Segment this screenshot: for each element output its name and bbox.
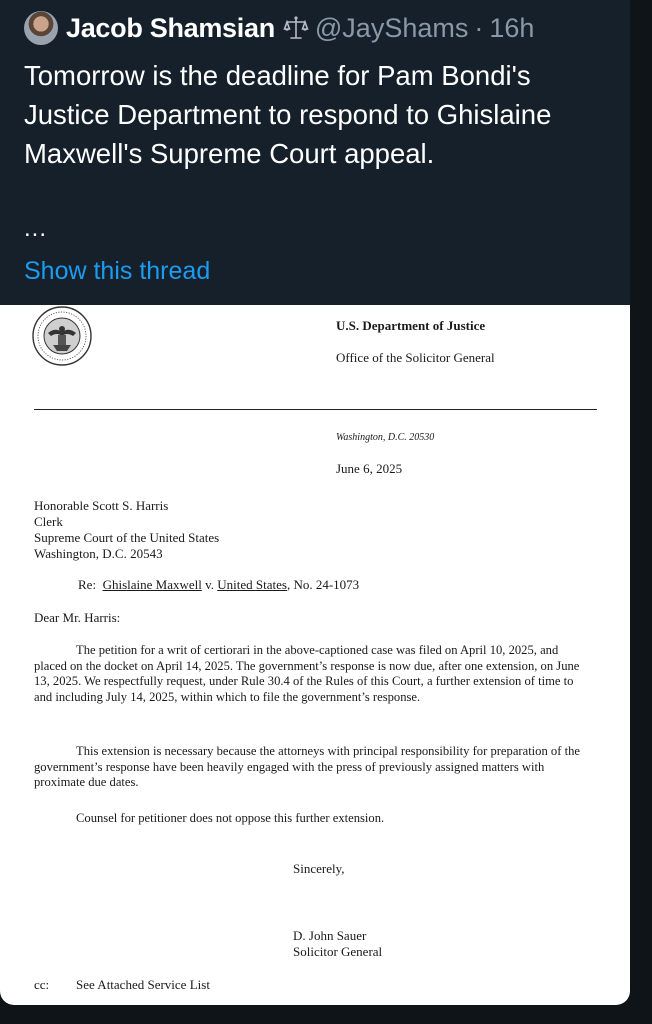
author-avatar[interactable] bbox=[24, 11, 58, 45]
salutation: Dear Mr. Harris: bbox=[34, 610, 121, 625]
header-separator: · bbox=[474, 12, 484, 43]
signature-block bbox=[293, 928, 382, 960]
addressee-block bbox=[34, 498, 219, 562]
letterhead-office: Office of the Solicitor General bbox=[336, 350, 495, 365]
signer-name: D. John Sauer bbox=[293, 928, 367, 943]
re-party1: Ghislaine Maxwell bbox=[102, 577, 202, 592]
re-line bbox=[78, 577, 359, 593]
cc-label: cc: bbox=[34, 977, 50, 992]
letterhead-divider bbox=[34, 409, 597, 410]
doj-seal-icon bbox=[31, 305, 93, 372]
scales-of-justice-icon bbox=[283, 15, 309, 41]
show-thread-link[interactable]: Show this thread bbox=[24, 257, 211, 285]
letter-date: June 6, 2025 bbox=[336, 461, 403, 476]
tweet-truncation: ... bbox=[24, 215, 48, 242]
re-label: Re: bbox=[78, 577, 97, 592]
letter-paragraph-3: Counsel for petitioner does not oppose this further extension. bbox=[76, 811, 385, 825]
addressee-city: Washington, D.C. 20543 bbox=[34, 546, 163, 561]
addressee-name: Honorable Scott S. Harris bbox=[34, 498, 169, 513]
tweet-timestamp[interactable]: 16h bbox=[489, 12, 535, 43]
signer-title: Solicitor General bbox=[293, 944, 383, 959]
addressee-title: Clerk bbox=[34, 514, 63, 529]
letter-location: Washington, D.C. 20530 bbox=[336, 432, 435, 443]
author-name[interactable]: Jacob Shamsian bbox=[66, 12, 275, 43]
re-v: v. bbox=[205, 577, 215, 592]
letter-paragraph-2: This extension is necessary because the attorneys with principal responsibility for preparation of the government’s response have been heavily engaged with the press of previously assigned matters with proximate due dates. bbox=[34, 744, 580, 789]
author-handle[interactable]: @JayShams bbox=[314, 12, 469, 43]
letter-closing: Sincerely, bbox=[293, 861, 345, 876]
letter-paragraph-1: The petition for a writ of certiorari in the above-captioned case was filed on April 10, 2025, and placed on the docket on April 14, 2025. The government’s response is now due, after one extension, on June 13, 2025. We respectfully request, under Rule 30.4 of the Rules of this Court, a further extension of time to and including July 14, 2025, within which to file the government’s response. bbox=[34, 643, 580, 704]
tweet-card[interactable] bbox=[0, 0, 630, 305]
cc-value: See Attached Service List bbox=[76, 977, 210, 992]
tweet-text: Tomorrow is the deadline for Pam Bondi's Justice Department to respond to Ghislaine Maxwell's Supreme Court appeal. bbox=[24, 60, 552, 169]
addressee-court: Supreme Court of the United States bbox=[34, 530, 220, 545]
attached-document-image[interactable] bbox=[0, 305, 630, 1005]
letterhead-department: U.S. Department of Justice bbox=[336, 318, 486, 333]
re-case-number: , No. 24-1073 bbox=[286, 577, 360, 592]
tweet-header bbox=[24, 9, 534, 47]
re-party2: United States bbox=[217, 577, 287, 592]
